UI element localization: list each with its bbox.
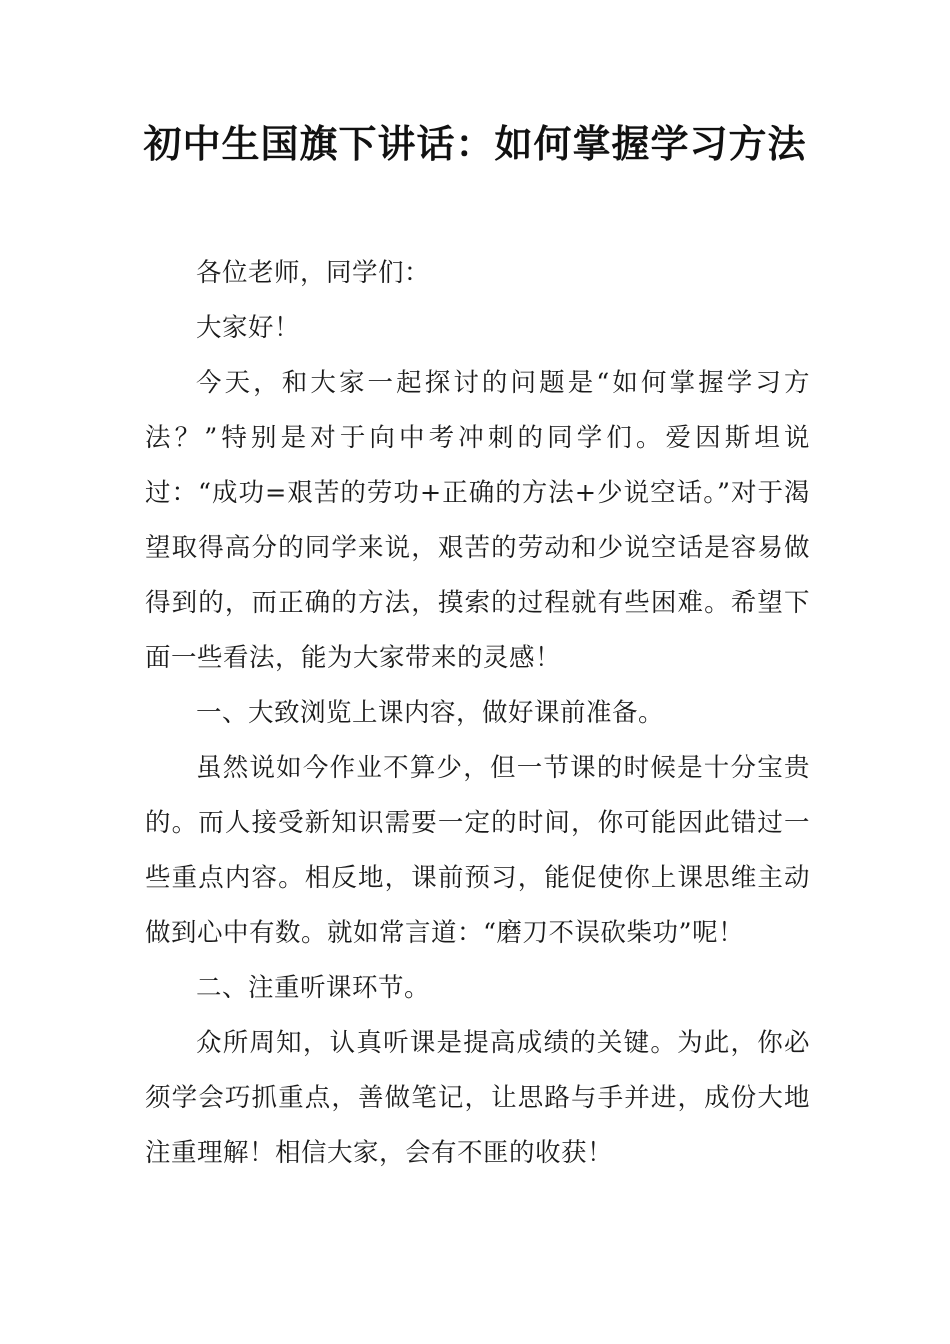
section-heading-2: 二、注重听课环节。	[196, 973, 431, 1003]
document-body	[145, 246, 810, 1181]
intro-paragraph: 今天，和大家一起探讨的问题是“如何掌握学习方法？”特别是对于向中考冲刺的同学们。爱因斯坦说过：“成功=艰苦的劳功+正确的方法+少说空话。”对于渴望取得高分的同学来说，艰苦的劳动和少说空话是容易做得到的，而正确的方法，摸索的过程就有些困难。希望下面一些看法，能为大家带来的灵感！	[145, 368, 810, 673]
salutation: 各位老师，同学们：	[196, 258, 431, 288]
section-paragraph-1: 虽然说如今作业不算少，但一节课的时候是十分宝贵的。而人接受新知识需要一定的时间，你可能因此错过一些重点内容。相反地，课前预习，能促使你上课思维主动做到心中有数。就如常言道：“磨刀不误砍柴功”呢！	[145, 753, 810, 948]
section-paragraph-2: 众所周知，认真听课是提高成绩的关键。为此，你必须学会巧抓重点，善做笔记，让思路与手并进，成份大地注重理解！相信大家，会有不匪的收获！	[145, 1028, 810, 1168]
section-heading-1: 一、大致浏览上课内容，做好课前准备。	[196, 698, 665, 728]
document-title: 初中生国旗下讲话：如何掌握学习方法	[143, 121, 807, 166]
greeting: 大家好！	[196, 313, 301, 343]
